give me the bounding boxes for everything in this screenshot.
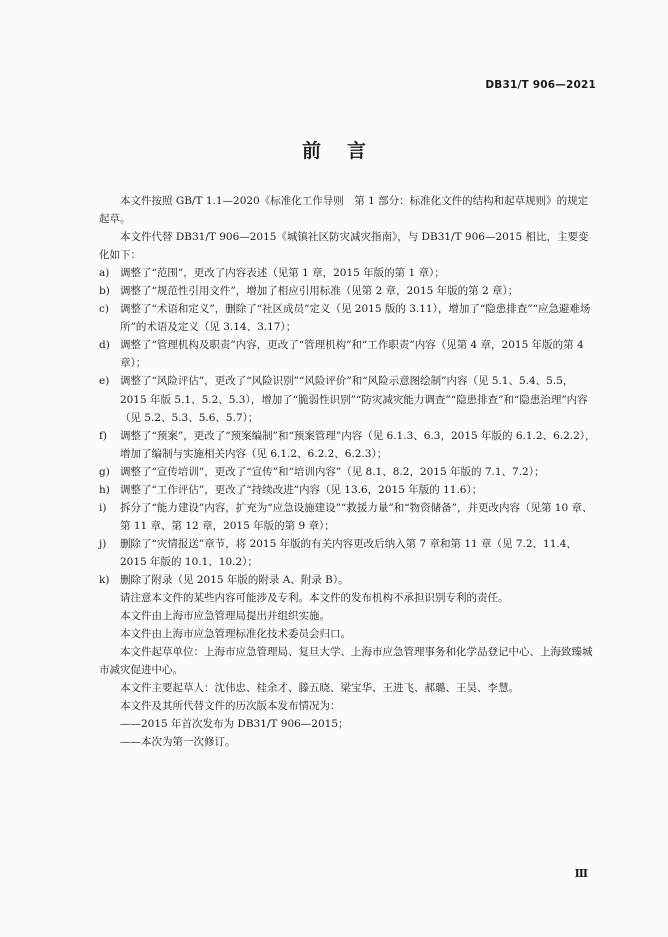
change-item-text: 调整了“预案”，更改了“预案编制”和“预案管理”内容（见 6.1.3、6.3，2015 年版的 6.1.2、6.2.2），增加了编制与实施相关内容（见 6.1.2、6.2.2、6.2.3）；	[120, 429, 596, 460]
change-item	[99, 264, 597, 282]
version-history-intro: 本文件及其所代替文件的历次版本发布情况为：	[120, 700, 341, 713]
change-item-text: 调整了“规范性引用文件”，增加了相应引用标准（见第 2 章，2015 年版的第 2 章）；	[120, 285, 519, 298]
version-history-item: ——2015 年首次发布为 DB31/T 906—2015；	[120, 718, 349, 731]
change-item	[99, 300, 597, 336]
change-item-label: e)	[99, 375, 110, 388]
change-item	[99, 499, 597, 535]
change-item	[99, 427, 597, 463]
change-item-label: f)	[99, 429, 107, 442]
change-item-text: 调整了“风险评估”，更改了“风险识别”“风险评价”和“风险示意图绘制”内容（见 5.1、5.4、5.5，2015 年版 5.1、5.2、5.3），增加了“脆弱性识别”“防灾减灾能力调查”“隐患排查”和“隐患治理”内容（见 5.2、5.3、5.6、5.7）；	[120, 375, 588, 424]
change-item-text: 拆分了“能力建设”内容，扩充为“应急设施建设”“救援力量”和“物资储备”，并更改内容（见第 10 章、第 11 章、第 12 章，2015 年版的第 9 章）；	[120, 501, 593, 532]
change-item-text: 调整了“术语和定义”，删除了“社区成员”定义（见 2015 版的 3.11），增加了“隐患排查”“应急避难场所”的术语及定义（见 3.14、3.17）；	[120, 303, 591, 334]
intro-paragraph: 本文件代替 DB31/T 906—2015《城镇社区防灾减灾指南》，与 DB31/T 906—2015 相比，主要变化如下：	[99, 231, 589, 262]
document-id: DB31/T 906—2021	[485, 79, 596, 91]
change-item-text: 调整了“管理机构及职责”内容，更改了“管理机构”和“工作职责”内容（见第 4 章，2015 年版的第 4 章）；	[120, 339, 584, 370]
drafters: 本文件主要起草人：沈伟忠、桂余才、滕五晓、梁宝华、王进飞、郝璐、王昊、李慧。	[120, 682, 519, 695]
change-item-label: b)	[99, 285, 110, 298]
change-item-text: 调整了“工作评估”，更改了“持续改进”内容（见 13.6，2015 年版的 11.6）；	[120, 483, 483, 496]
change-item-label: g)	[99, 465, 110, 478]
foreword-body	[99, 192, 597, 751]
change-item	[99, 336, 597, 372]
committee-statement: 本文件由上海市应急管理标准化技术委员会归口。	[120, 628, 351, 641]
change-item-text: 调整了“范围”，更改了内容表述（见第 1 章，2015 年版的第 1 章）；	[120, 267, 445, 280]
change-item	[99, 535, 597, 571]
page-title: 前言	[301, 140, 392, 162]
change-item	[99, 372, 597, 426]
change-item	[99, 571, 597, 589]
change-item	[99, 463, 597, 481]
change-item-label: j)	[99, 537, 107, 550]
change-item-text: 删除了附录（见 2015 年版的附录 A、附录 B）。	[120, 573, 349, 586]
change-item-label: d)	[99, 339, 110, 352]
proposer-statement: 本文件由上海市应急管理局提出并组织实施。	[120, 610, 330, 623]
patent-notice: 请注意本文件的某些内容可能涉及专利。本文件的发布机构不承担识别专利的责任。	[120, 592, 509, 605]
change-item-label: k)	[99, 573, 110, 586]
change-item-label: i)	[99, 501, 107, 514]
change-item	[99, 282, 597, 300]
change-item-text: 删除了“灾情报送”章节，将 2015 年版的有关内容更改后纳入第 7 章和第 11 章（见 7.2、11.4，2015 年版的 10.1、10.2）；	[120, 537, 577, 568]
intro-paragraph: 本文件按照 GB/T 1.1—2020《标准化工作导则 第 1 部分：标准化文件的结构和起草规则》的规定起草。	[99, 195, 589, 226]
version-history-item: ——本次为第一次修订。	[120, 736, 236, 749]
drafting-units: 本文件起草单位：上海市应急管理局、复旦大学、上海市应急管理事务和化学品登记中心、上海致臻城市减灾促进中心。	[99, 646, 593, 677]
change-item-text: 调整了“宣传培训”，更改了“宣传”和“培训内容”（见 8.1、8.2，2015 年版的 7.1、7.2）；	[120, 465, 545, 478]
change-item	[99, 481, 597, 499]
change-item-label: a)	[99, 267, 110, 280]
change-item-label: h)	[99, 483, 110, 496]
page-number: Ⅲ	[574, 867, 588, 880]
change-item-label: c)	[99, 303, 109, 316]
